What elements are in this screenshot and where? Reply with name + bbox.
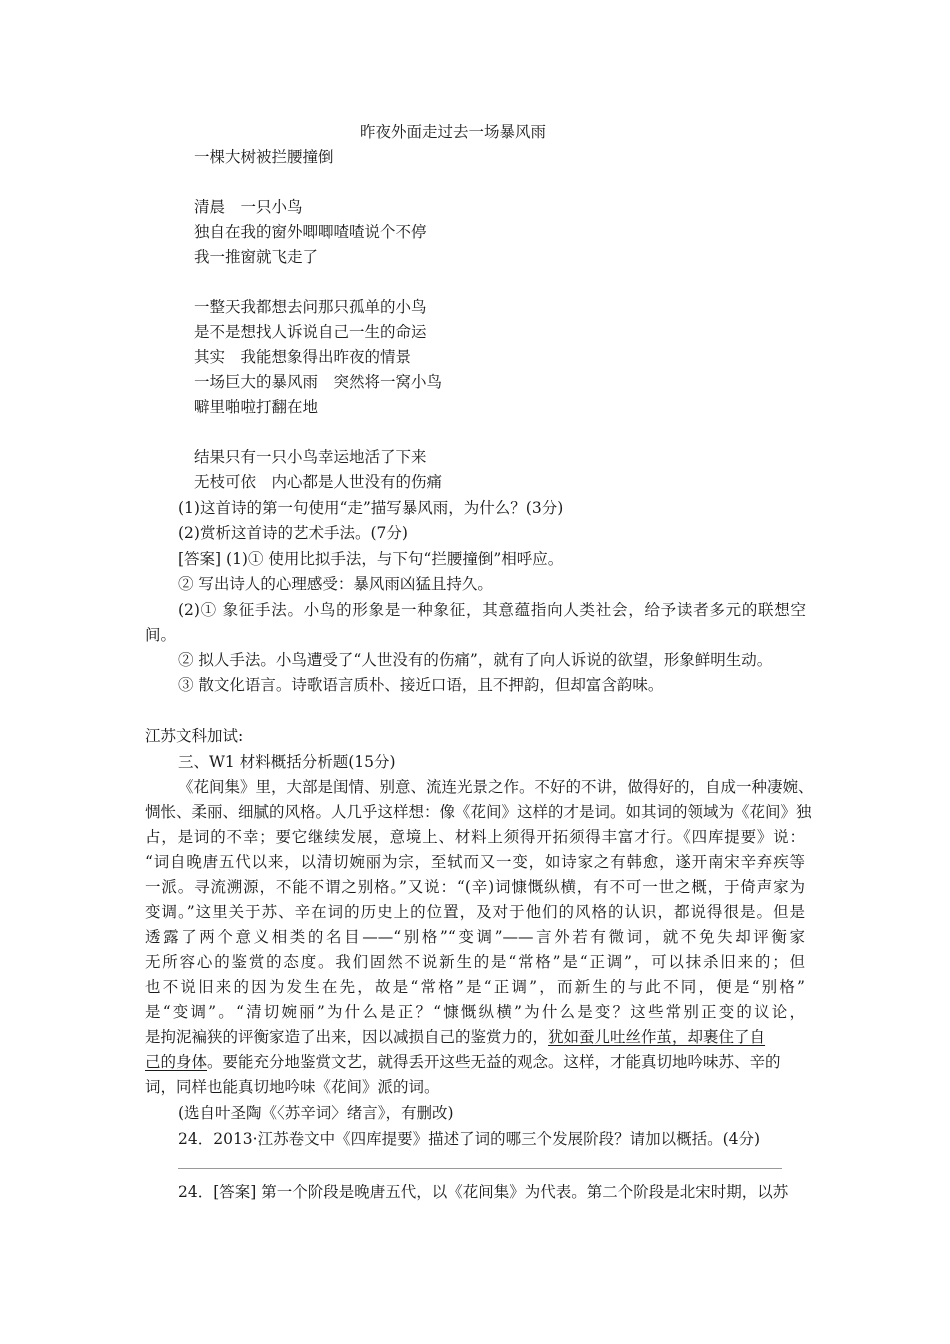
passage-line: 透露了两个意义相类的名目——“别格”“变调”——言外若有微词，就不免失却评衡家 [145, 928, 805, 946]
passage-line: 也不说旧来的因为发生在先，故是“常格”是“正调”，而新生的与此不同，便是“别格” [145, 978, 805, 996]
poem-line: 结果只有一只小鸟幸运地活了下来 [194, 448, 427, 466]
underlined-phrase: 己的身体 [145, 1053, 208, 1071]
poem-line: 清晨 一只小鸟 [194, 198, 303, 216]
passage-line [145, 1025, 765, 1050]
poem-title: 昨夜外面走过去一场暴风雨 [360, 123, 547, 141]
passage-line [145, 1050, 781, 1075]
poem-line: 我一推窗就飞走了 [194, 248, 319, 266]
poem-line: 无枝可依 内心都是人世没有的伤痛 [194, 473, 443, 491]
poem-line: 一棵大树被拦腰撞倒 [194, 148, 334, 166]
passage-line: 《花间集》里，大部是闺情、别意、流连光景之作。不好的不讲，做得好的，自成一种凄婉、 [178, 778, 814, 796]
answer-24: 24．[答案] 第一个阶段是晚唐五代，以《花间集》为代表。第二个阶段是北宋时期，以苏 [178, 1183, 789, 1201]
poem-line: 一场巨大的暴风雨 突然将一窝小鸟 [194, 373, 443, 391]
passage-line: 占，是词的不幸；要它继续发展，意境上、材料上须得开拓须得丰富才行。《四库提要》说： [145, 828, 805, 846]
passage-line: 变调。”这里关于苏、辛在词的历史上的位置，及对于他们的风格的认识，都说得很是。但是 [145, 903, 805, 921]
underlined-phrase: 犹如蚕儿吐丝作茧，却裹住了自 [548, 1028, 766, 1046]
section-heading: 江苏文科加试: [145, 727, 244, 745]
section-subheading: 三、W1 材料概括分析题(15分) [178, 753, 396, 771]
passage-text: 。要能充分地鉴赏文艺，就得丢开这些无益的观念。这样，才能真切地吟味苏、辛的 [207, 1053, 781, 1071]
passage-text: 是拘泥褊狭的评衡家造了出来，因以减损自己的鉴赏力的， [145, 1028, 549, 1046]
passage-line: 词，同样也能真切地吟味《花间》派的词。 [145, 1078, 440, 1096]
poem-line: 是不是想找人诉说自己一生的命运 [194, 323, 427, 341]
poem-line: 独自在我的窗外唧唧喳喳说个不停 [194, 223, 427, 241]
passage-source: (选自叶圣陶《〈苏辛词〉绪言》，有删改) [178, 1104, 454, 1122]
passage-line: 是“变调”。“清切婉丽”为什么是正？“慷慨纵横”为什么是变？这些常别正变的议论， [145, 1003, 805, 1021]
answer-line: ③ 散文化语言。诗歌语言质朴、接近口语，且不押韵，但却富含韵味。 [178, 676, 664, 694]
question-1: (1)这首诗的第一句使用“走”描写暴风雨，为什么？(3分) [178, 499, 564, 517]
answer-line: ② 拟人手法。小鸟遭受了“人世没有的伤痛”，就有了向人诉说的欲望，形象鲜明生动。 [178, 651, 773, 669]
passage-line: 无所容心的鉴赏的态度。我们固然不说新生的是“常格”是“正调”，可以抹杀旧来的；但 [145, 953, 805, 971]
poem-line: 一整天我都想去问那只孤单的小鸟 [194, 298, 427, 316]
question-2: (2)赏析这首诗的艺术手法。(7分) [178, 524, 408, 542]
passage-line: 一派。寻流溯源，不能不谓之别格。”又说：“(辛)词慷慨纵横，有不可一世之概，于倚声家为 [145, 878, 805, 896]
answer-line: (2)① 象征手法。小鸟的形象是一种象征，其意蕴指向人类社会，给予读者多元的联想空 [178, 601, 806, 619]
answer-line: ② 写出诗人的心理感受：暴风雨凶猛且持久。 [178, 575, 493, 593]
passage-line: “词自晚唐五代以来，以清切婉丽为宗，至轼而又一变，如诗家之有韩愈，遂开南宋辛弃疾等 [145, 853, 805, 871]
poem-line: 其实 我能想象得出昨夜的情景 [194, 348, 412, 366]
passage-line: 惆怅、柔丽、细腻的风格。人几乎这样想：像《花间》这样的才是词。如其词的领域为《花间》独 [145, 803, 812, 821]
question-24: 24．2013·江苏卷文中《四库提要》描述了词的哪三个发展阶段？请加以概括。(4分) [178, 1130, 761, 1148]
divider-line [178, 1168, 782, 1169]
answer-line: [答案] (1)① 使用比拟手法，与下句“拦腰撞倒”相呼应。 [178, 550, 564, 568]
poem-line: 噼里啪啦打翻在地 [194, 398, 319, 416]
answer-line: 间。 [145, 626, 177, 644]
